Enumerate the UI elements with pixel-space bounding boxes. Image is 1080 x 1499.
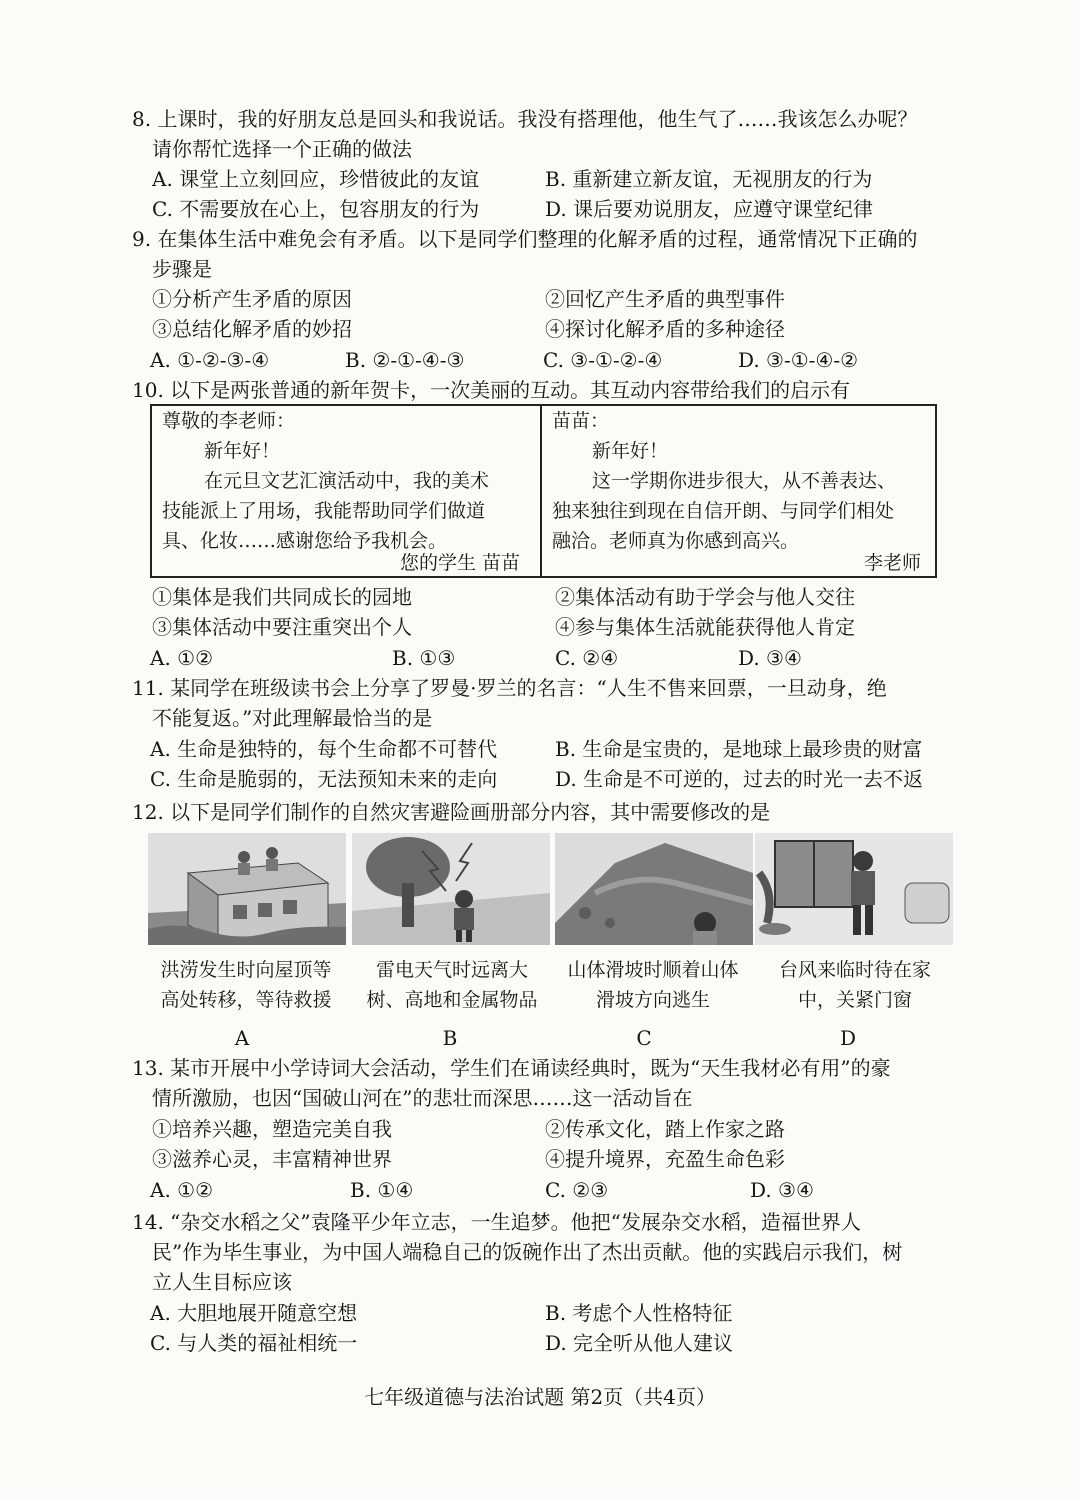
q11-option-d: D. 生命是不可逆的，过去的时光一去不返 (555, 767, 924, 791)
q14-option-a: A. 大胆地展开随意空想 (150, 1301, 358, 1325)
q9-option-d: D. ③-①-④-② (738, 348, 859, 372)
q10-stem: 10. 以下是两张普通的新年贺卡，一次美丽的互动。其互动内容带给我们的启示有 (132, 378, 851, 402)
q11-stem-line2: 不能复返。”对此理解最恰当的是 (152, 706, 433, 730)
q13-statement-3: ③滋养心灵，丰富精神世界 (152, 1147, 392, 1171)
q9-statement-4: ④探讨化解矛盾的多种途径 (545, 317, 785, 341)
q10-option-b: B. ①③ (392, 646, 456, 670)
picture-c-caption-2: 滑坡方向逃生 (595, 989, 710, 1011)
q12-stem: 12. 以下是同学们制作的自然灾害避险画册部分内容，其中需要修改的是 (132, 800, 771, 824)
card-left-salutation: 尊敬的李老师： (162, 410, 296, 432)
q9-stem-line1: 9. 在集体生活中难免会有矛盾。以下是同学们整理的化解矛盾的过程，通常情况下正确的 (132, 227, 918, 251)
q9-statement-2: ②回忆产生矛盾的典型事件 (545, 287, 785, 311)
picture-b-caption-2: 树、高地和金属物品 (366, 989, 538, 1011)
q9-statement-3: ③总结化解矛盾的妙招 (152, 317, 352, 341)
q8-option-a: A. 课堂上立刻回应，珍惜彼此的友谊 (152, 167, 480, 191)
q13-statement-4: ④提升境界，充盈生命色彩 (545, 1147, 785, 1171)
q14-stem-line1: 14. “杂交水稻之父”袁隆平少年立志，一生追梦。他把“发展杂交水稻，造福世界人 (132, 1210, 861, 1234)
q8-option-b: B. 重新建立新友谊，无视朋友的行为 (545, 167, 873, 191)
q14-option-d: D. 完全听从他人建议 (545, 1331, 734, 1355)
q13-option-b: B. ①④ (350, 1178, 414, 1202)
q13-statement-2: ②传承文化，踏上作家之路 (545, 1117, 785, 1141)
q8-stem-line1: 8. 上课时，我的好朋友总是回头和我说话。我没有搭理他，他生气了……我该怎么办呢？ (132, 107, 918, 131)
q13-stem-line1: 13. 某市开展中小学诗词大会活动，学生们在诵读经典时，既为“天生我材必有用”的豪 (132, 1056, 891, 1080)
q10-option-d: D. ③④ (738, 646, 802, 670)
picture-a-letter: A (234, 1026, 250, 1050)
card-left-body-1: 在元旦文艺汇演活动中，我的美术 (204, 470, 490, 492)
q11-stem-line1: 11. 某同学在班级读书会上分享了罗曼·罗兰的名言：“人生不售来回票，一旦动身，绝 (132, 676, 887, 700)
q9-option-b: B. ②-①-④-③ (345, 348, 465, 372)
card-left-body-2: 技能派上了用场，我能帮助同学们做道 (162, 500, 486, 522)
typhoon-window-illustration (755, 833, 953, 945)
q14-stem-line3: 立人生目标应该 (152, 1270, 292, 1294)
picture-a-caption-2: 高处转移，等待救援 (160, 989, 332, 1011)
q10-option-c: C. ②④ (555, 646, 619, 670)
picture-d-caption-1: 台风来临时待在家 (778, 959, 931, 981)
q10-statement-2: ②集体活动有助于学会与他人交往 (555, 585, 855, 609)
q10-statement-1: ①集体是我们共同成长的园地 (152, 585, 412, 609)
page-footer: 七年级道德与法治试题 第2页（共4页） (364, 1385, 716, 1409)
q11-option-a: A. 生命是独特的，每个生命都不可替代 (150, 737, 498, 761)
q11-option-c: C. 生命是脆弱的，无法预知未来的走向 (150, 767, 498, 791)
picture-d-letter: D (839, 1026, 857, 1050)
picture-a-caption-1: 洪涝发生时向屋顶等 (160, 959, 332, 981)
card-right-signature: 李老师 (864, 552, 922, 574)
q11-option-b: B. 生命是宝贵的，是地球上最珍贵的财富 (555, 737, 923, 761)
q13-statement-1: ①培养兴趣，塑造完美自我 (152, 1117, 392, 1141)
q14-option-c: C. 与人类的福祉相统一 (150, 1331, 358, 1355)
card-right-salutation: 苗苗： (552, 410, 610, 432)
q10-statement-3: ③集体活动中要注重突出个人 (152, 615, 412, 639)
q8-option-c: C. 不需要放在心上，包容朋友的行为 (152, 197, 480, 221)
picture-d-caption-2: 中，关紧门窗 (797, 989, 912, 1011)
picture-c-letter: C (636, 1026, 652, 1050)
q9-stem-line2: 步骤是 (152, 257, 212, 281)
q13-option-d: D. ③④ (750, 1178, 814, 1202)
q9-option-c: C. ③-①-②-④ (543, 348, 663, 372)
q9-option-a: A. ①-②-③-④ (150, 348, 270, 372)
flood-rooftop-illustration (148, 833, 346, 945)
q8-stem-line2: 请你帮忙选择一个正确的做法 (152, 137, 412, 161)
landslide-illustration (555, 833, 753, 945)
q9-statement-1: ①分析产生矛盾的原因 (152, 287, 352, 311)
card-left-signature: 您的学生 苗苗 (400, 552, 521, 574)
card-right-greeting: 新年好！ (592, 440, 669, 462)
card-right-body-1: 这一学期你进步很大，从不善表达、 (592, 470, 897, 492)
lightning-tree-illustration (352, 833, 550, 945)
picture-b-letter: B (442, 1026, 458, 1050)
card-left-body-3: 具、化妆……感谢您给予我机会。 (162, 530, 448, 552)
picture-c-caption-1: 山体滑坡时顺着山体 (567, 959, 739, 981)
card-right-body-3: 融洽。老师真为你感到高兴。 (552, 530, 800, 552)
q14-stem-line2: 民”作为毕生事业，为中国人端稳自己的饭碗作出了杰出贡献。他的实践启示我们，树 (152, 1240, 903, 1264)
q10-option-a: A. ①② (150, 646, 214, 670)
picture-b-caption-1: 雷电天气时远离大 (375, 959, 528, 981)
q13-option-a: A. ①② (150, 1178, 214, 1202)
q13-option-c: C. ②③ (545, 1178, 609, 1202)
q14-option-b: B. 考虑个人性格特征 (545, 1301, 733, 1325)
q8-option-d: D. 课后要劝说朋友，应遵守课堂纪律 (545, 197, 874, 221)
q13-stem-line2: 情所激励，也因“国破山河在”的悲壮而深思……这一活动旨在 (152, 1086, 693, 1110)
q10-statement-4: ④参与集体生活就能获得他人肯定 (555, 615, 855, 639)
card-divider (540, 406, 542, 576)
card-left-greeting: 新年好！ (204, 440, 281, 462)
card-right-body-2: 独来独往到现在自信开朗、与同学们相处 (552, 500, 895, 522)
